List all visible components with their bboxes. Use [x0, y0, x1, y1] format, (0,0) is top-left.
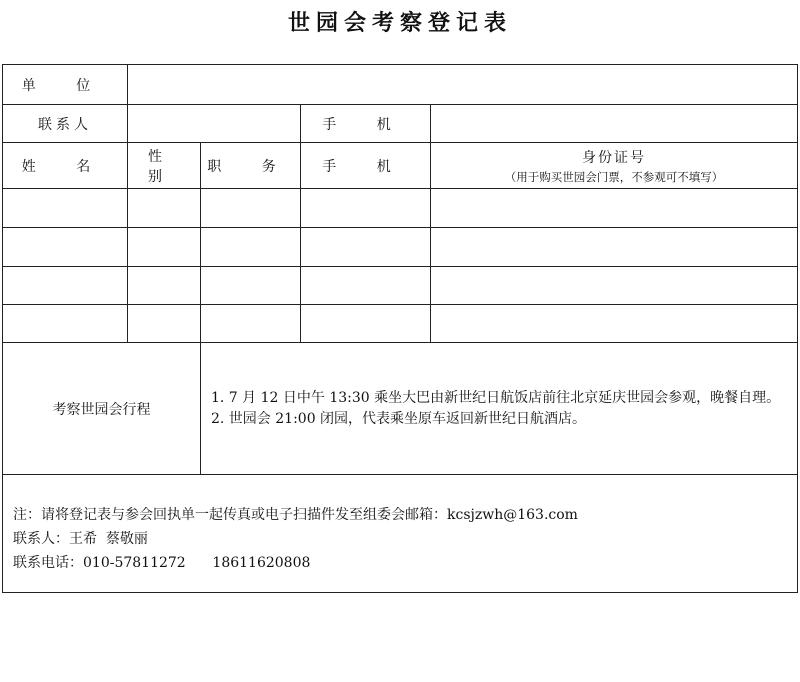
attendee-row	[3, 305, 798, 343]
attendee-id-cell[interactable]	[431, 189, 798, 228]
unit-row	[3, 65, 798, 105]
position-header: 职 务	[201, 143, 301, 189]
notes-row	[3, 475, 798, 593]
itinerary-content	[201, 343, 798, 475]
unit-label: 单 位	[3, 65, 128, 105]
contact-row	[3, 105, 798, 143]
mobile-field[interactable]	[431, 105, 798, 143]
contact-phones: 联系电话：010-57811272 18611620808	[13, 555, 311, 571]
attendee-id-cell[interactable]	[431, 228, 798, 267]
id-number-label: 身份证号	[582, 149, 646, 166]
attendee-header-row	[3, 143, 798, 189]
attendee-position-cell[interactable]	[201, 189, 301, 228]
attendee-mobile-cell[interactable]	[301, 228, 431, 267]
attendee-mobile-cell[interactable]	[301, 267, 431, 305]
attendee-gender-cell[interactable]	[128, 305, 201, 343]
registration-form-table	[2, 64, 798, 593]
contact-persons: 联系人：王希 蔡敬丽	[13, 531, 148, 547]
attendee-name-cell[interactable]	[3, 189, 128, 228]
attendee-id-cell[interactable]	[431, 267, 798, 305]
gender-header: 性 别	[128, 143, 201, 189]
attendee-row	[3, 228, 798, 267]
form-title: 世园会考察登记表	[287, 10, 512, 36]
attendee-row	[3, 189, 798, 228]
id-number-note: （用于购买世园会门票，不参观可不填写）	[504, 169, 724, 184]
name-header: 姓 名	[3, 143, 128, 189]
itinerary-label: 考察世园会行程	[3, 343, 201, 475]
id-number-header	[431, 143, 798, 189]
contact-field[interactable]	[128, 105, 301, 143]
notes-cell	[3, 475, 798, 593]
mobile-label: 手 机	[301, 105, 431, 143]
attendee-name-cell[interactable]	[3, 267, 128, 305]
attendee-mobile-cell[interactable]	[301, 305, 431, 343]
attendee-name-cell[interactable]	[3, 305, 128, 343]
attendee-position-cell[interactable]	[201, 267, 301, 305]
unit-field[interactable]	[128, 65, 798, 105]
attendee-mobile-cell[interactable]	[301, 189, 431, 228]
attendee-name-cell[interactable]	[3, 228, 128, 267]
attendee-gender-cell[interactable]	[128, 267, 201, 305]
itinerary-item: 1. 7 月 12 日中午 13:30 乘坐大巴由新世纪日航饭店前往北京延庆世园会参观，晚餐自理。	[211, 389, 781, 406]
submission-note: 注：请将登记表与参会回执单一起传真或电子扫描件发至组委会邮箱：kcsjzwh@163.com	[13, 507, 578, 523]
attendee-position-cell[interactable]	[201, 228, 301, 267]
mobile-header: 手 机	[301, 143, 431, 189]
attendee-gender-cell[interactable]	[128, 228, 201, 267]
itinerary-item: 2. 世园会 21:00 闭园，代表乘坐原车返回新世纪日航酒店。	[211, 410, 587, 427]
itinerary-row	[3, 343, 798, 475]
attendee-gender-cell[interactable]	[128, 189, 201, 228]
attendee-row	[3, 267, 798, 305]
attendee-id-cell[interactable]	[431, 305, 798, 343]
attendee-position-cell[interactable]	[201, 305, 301, 343]
contact-label: 联系人	[3, 105, 128, 143]
